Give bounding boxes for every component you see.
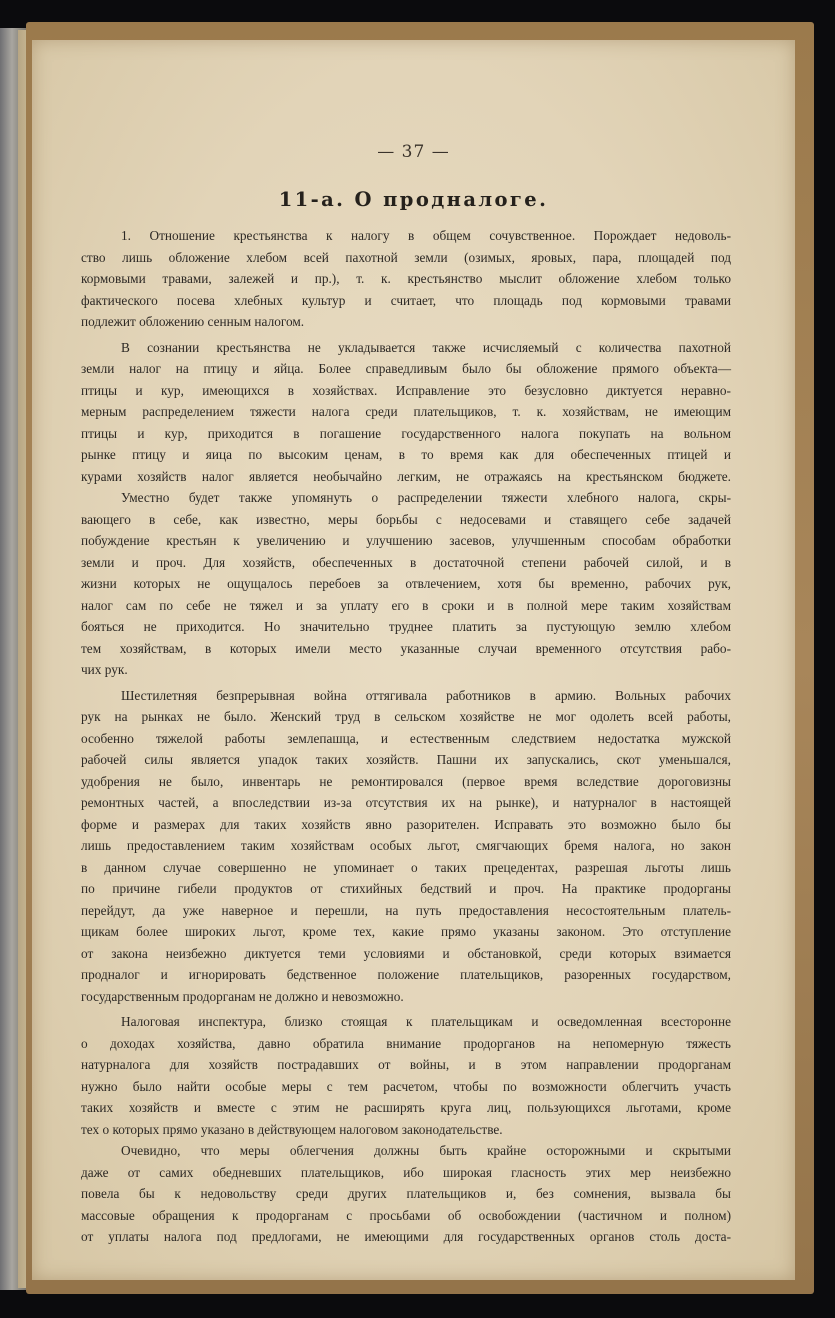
text-line: от уплаты налога под предлогами, не имеющими для государственных органов столь доста- — [81, 1229, 731, 1244]
text-line: земли и проч. Для хозяйств, обеспеченных в достаточной степени рабочей силой, и в — [81, 554, 731, 570]
text-line: фактического посева хлебных культур и считает, что площадь под кормовыми травами — [81, 292, 731, 308]
text-line: повела бы к недовольству среди других плательщиков и, без сомнения, вызвала бы — [81, 1186, 731, 1201]
text-line: натурналога для хозяйств пострадавших от войны, и в этом направлении продорганам — [81, 1057, 731, 1072]
text-line: государственным продорганам не должно и невозможно. — [81, 988, 404, 1004]
text-line: бояться не приходится. Но значительно труднее платить за пустующую землю хлебом — [81, 619, 731, 634]
text-line: щикам более широких льгот, кроме тех, какие прямо указаны законом. Это отступление — [81, 924, 731, 939]
paragraph — [81, 225, 731, 333]
text-line: тем хозяйствам, в которых имели место указанные случаи временного отсутствия рабо- — [81, 640, 731, 656]
paragraph — [81, 337, 731, 488]
text-line: таких хозяйств и вместе с этим не расширять круга лиц, пользующихся льготами, кроме — [81, 1100, 731, 1115]
page-number: — 37 — — [377, 142, 450, 162]
paragraph — [81, 1140, 731, 1248]
text-line: побуждение крестьян к увеличению и улучшению засевов, улучшенным способам обработки — [81, 533, 731, 548]
text-line: массовые обращения к продорганам с просьбами об освобождении (частичном и полном) — [81, 1207, 731, 1223]
text-line: нужно было найти особые меры с тем расчетом, чтобы по возможности облегчить участь — [81, 1078, 731, 1094]
text-line: птицы и кур, приходится в погашение государственного налога покупать на вольном — [81, 425, 731, 441]
text-line: ремонтных частей, а впоследствии из-за отсутствия их на рынке), и натурналог в настоящей — [81, 795, 731, 810]
text-line: тех о которых прямо указано в действующем налоговом законодательстве. — [81, 1121, 503, 1137]
text-line: Очевидно, что меры облегчения должны быть крайне осторожными и скрытыми — [121, 1143, 731, 1158]
text-line: курами хозяйств налог является необычайно легким, не отражаясь на крестьянском бюджете. — [81, 468, 731, 484]
text-line: земли налог на птицу и яйца. Более справедливым было бы обложение прямого объекта— — [81, 361, 731, 376]
text-line: форме и размерах для таких хозяйств явно разорителен. Исправать это возможно было бы — [81, 816, 731, 832]
text-line: мерным распределением тяжести налога среди плательщиков, т. к. хозяйствам, не имеющим — [81, 404, 731, 419]
paragraph — [81, 1011, 731, 1140]
text-line: 1. Отношение крестьянства к налогу в общем сочувственное. Порождает недоволь- — [121, 228, 731, 243]
text-line: птицы и кур, имеющихся в хозяйствах. Исправление это безусловно диктуется неравно- — [81, 382, 731, 398]
text-line: о доходах хозяйства, давно обратила внимание продорганов на непомерную тяжесть — [81, 1035, 731, 1051]
paragraph — [81, 487, 731, 681]
body-text — [81, 225, 731, 1248]
text-line: перейдут, да уже наверное и перешли, на путь предоставления несостоятельным платель- — [81, 902, 731, 918]
text-line: рынке птицу и яица по высоким ценам, в то время как для обеспеченных птицей и — [81, 447, 731, 462]
text-line: налог сам по себе не тяжел и за уплату его в сроки и в полной мере таким хозяйствам — [81, 597, 731, 613]
text-line: рабочей силы является упадок таких хозяйств. Пашни их запускались, скот уменьшался, — [81, 752, 731, 767]
text-line: от закона неизбежно диктуется теми условиями и обстановкой, среди которых взимается — [81, 945, 731, 961]
text-line: чих рук. — [81, 662, 128, 677]
text-line: по причине гибели продуктов от стихийных бедствий и проч. На практике продорганы — [81, 881, 731, 896]
text-line: Уместно будет также упомянуть о распределении тяжести хлебного налога, скры- — [121, 490, 731, 505]
text-line: жизни которых не ощущалось перебоев за отвлечением, хотя бы временно, рабочих рук, — [81, 576, 731, 591]
text-line: даже от самих обедневших плательщиков, ибо широкая гласность этих мер неизбежно — [81, 1164, 731, 1180]
text-line: особенно тяжелой работы землепашца, и естественным следствием недостатка мужской — [81, 730, 731, 746]
text-line: лишь предоставлением таким хозяйствам особых льгот, смягчающих бремя налога, но закон — [81, 838, 731, 853]
text-line: Налоговая инспектура, близко стоящая к плательщикам и осведомленная всесторонне — [121, 1014, 731, 1029]
section-heading: 11-а. О продналоге. — [278, 188, 549, 211]
text-line: подлежит обложению сенным налогом. — [81, 314, 305, 329]
paragraph — [81, 685, 731, 1008]
text-line: кормовыми травами, залежей и пр.), т. к. крестьянство мыслит обложение хлебом только — [81, 271, 731, 286]
text-line: ство лишь обложение хлебом всей пахотной земли (озимых, яровых, пара, площадей под — [81, 249, 731, 265]
text-line: вающего в себе, как известно, меры борьбы с недосевами и ставящего себе задачей — [81, 511, 731, 527]
book-page — [32, 40, 795, 1280]
text-line: В сознании крестьянства не укладывается также исчисляемый с количества пахотной — [121, 339, 731, 355]
text-line: Шестилетняя безпрерывная война оттягивала работников в армию. Вольных рабочих — [121, 687, 731, 703]
text-line: в данном случае совершенно не упоминает о таких прецедентах, разрешая льготы лишь — [81, 859, 731, 875]
text-line: продналог и игнорировать бедственное положение плательщиков, разоренных государством, — [81, 967, 731, 982]
text-line: удобрения не было, инвентарь не ремонтировался (первое время вследствие дороговизны — [81, 773, 731, 789]
text-line: рук на рынках не было. Женский труд в сельском хозяйстве не мог одолеть всей работы, — [81, 709, 731, 724]
